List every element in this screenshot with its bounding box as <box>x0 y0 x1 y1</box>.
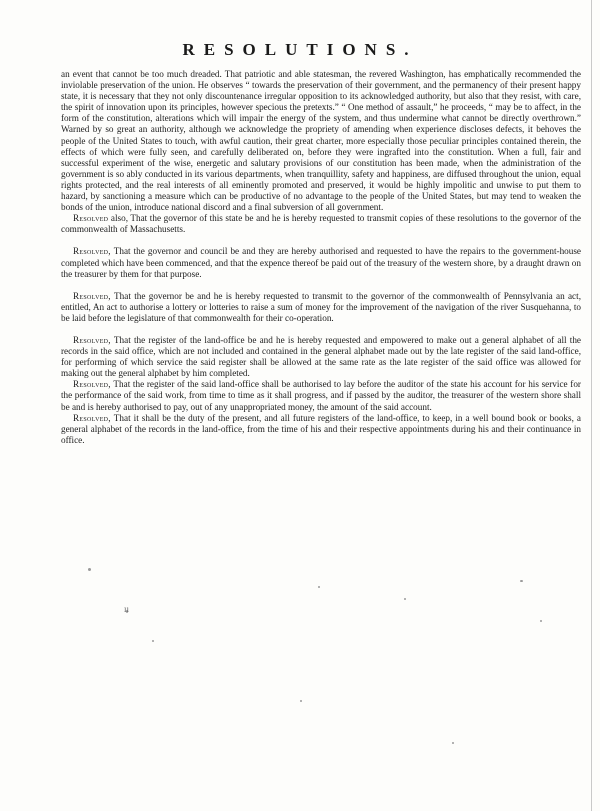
scan-speck <box>540 620 542 622</box>
scan-speck <box>404 598 406 600</box>
paragraph-gap <box>61 280 581 291</box>
resolved-lead: Resolved, <box>73 379 111 390</box>
resolved-lead: Resolved <box>73 213 109 224</box>
document-body <box>61 69 581 446</box>
scan-speck <box>152 640 154 642</box>
scan-speck <box>88 568 91 571</box>
paragraph-text: That the register of the said land-office shall be authorised to lay before the auditor of the state his account for his service for the performance of the said work, from time to time as it shall progress, and if passed by the auditor, the treasurer of the western shore shall be and is hereby authorised to pay, out of any unappropriated money, the amount of the said account. <box>61 379 581 412</box>
resolved-lead: Resolved, <box>73 290 111 301</box>
page-title: RESOLUTIONS. <box>182 40 418 59</box>
paragraph-washington <box>61 69 581 213</box>
resolved-lead: Resolved, <box>73 246 111 257</box>
scan-speck <box>318 586 320 588</box>
resolved-lead: Resolved, <box>73 412 111 423</box>
page-edge-line <box>591 0 592 811</box>
paragraph-text: That the register of the land-office be and he is hereby requested and empowered to make out a general alphabet of all the records in the said office, which are not included and contained in the general alphabet made out by the late register of the said land-office, for performing of which service the said register shall be allowed at the same rate as the late register of the said office was allowed for making out the general alphabet by him completed. <box>61 334 581 379</box>
paragraph-resolved-future-registers <box>61 413 581 446</box>
resolved-lead: Resolved, <box>73 334 111 345</box>
paragraph-gap <box>61 235 581 246</box>
paragraph-text: That the governor and council be and they are hereby authorised and requested to have the repairs to the government-house completed which have been commenced, and that the expence thereof be paid out of the treasury of the western shore, by a draught drawn on the treasurer by them for that purpose. <box>61 246 581 279</box>
scan-speck <box>520 580 523 582</box>
paragraph-resolved-susquehanna <box>61 291 581 324</box>
paragraph-resolved-government-house <box>61 246 581 279</box>
paragraph-text: That it shall be the duty of the present, and all future registers of the land-office, to keep, in a well bound book or books, a general alphabet of the records in the land-office, from the time of his and their respective appointments during his and their continuance in office. <box>61 412 581 445</box>
scan-speck <box>300 700 302 702</box>
paragraph-text: also, That the governor of this state be and he is hereby requested to transmit copies of these resolutions to the governor of the commonwealth of Massachusetts. <box>61 213 581 235</box>
paragraph-resolved-register-account <box>61 379 581 412</box>
paragraph-text: an event that cannot be too much dreaded. That patriotic and able statesman, the revered Washington, has emphatically recommended the inviolable preservation of the union. He observes “ towards the preservation of their government, and the permanency of their present happy state, it is necessary that they not only discountenance irregular opposition to its acknowledged authority, but also that they resist, with care, the spirit of innovation upon its principles, however specious the pretexts.” “ One method of assault,” he proceeds, “ may be to affect, in the form of the constitution, alterations which will impair the energy of the system, and thus undermine what cannot be directly overthrown.” Warned by so great an authority, although we acknowledge the propriety of amending when experience discloses defects, it behoves the people of the United States to touch, with awful caution, their great charter, more especially those peculiar principles contained therein, the effects of which were fully seen, and carefully deliberated on, before they were ingrafted into the constitution. When a full, fair and successful experiment of the wise, energetic and salutary provisions of our constitution has been made, when the administration of the government is so ably conducted in its various departments, when tranquillity, safety and happiness, are diffused throughout the union, equal rights protected, and the real interests of all eminently promoted and preserved, it would be highly impolitic and unwise to put them to hazard, by sanctioning a measure which can be productive of no advantage to the people of the United States, but may tend to weaken the bonds of the union, introduce national discord and a final subversion of all government. <box>61 69 581 213</box>
scan-speck <box>452 742 454 744</box>
paragraph-resolved-massachusetts <box>61 213 581 235</box>
paragraph-gap <box>61 324 581 335</box>
stray-ink-mark: ıı <box>124 604 130 614</box>
paragraph-text: That the governor be and he is hereby requested to transmit to the governor of the commonwealth of Pennsylvania an act, entitled, An act to authorise a lottery or lotteries to raise a sum of money for the improvement of the navigation of the river Susquehanna, to be laid before the legislature of that commonwealth for their co-operation. <box>61 290 581 323</box>
paragraph-resolved-general-alphabet <box>61 335 581 379</box>
